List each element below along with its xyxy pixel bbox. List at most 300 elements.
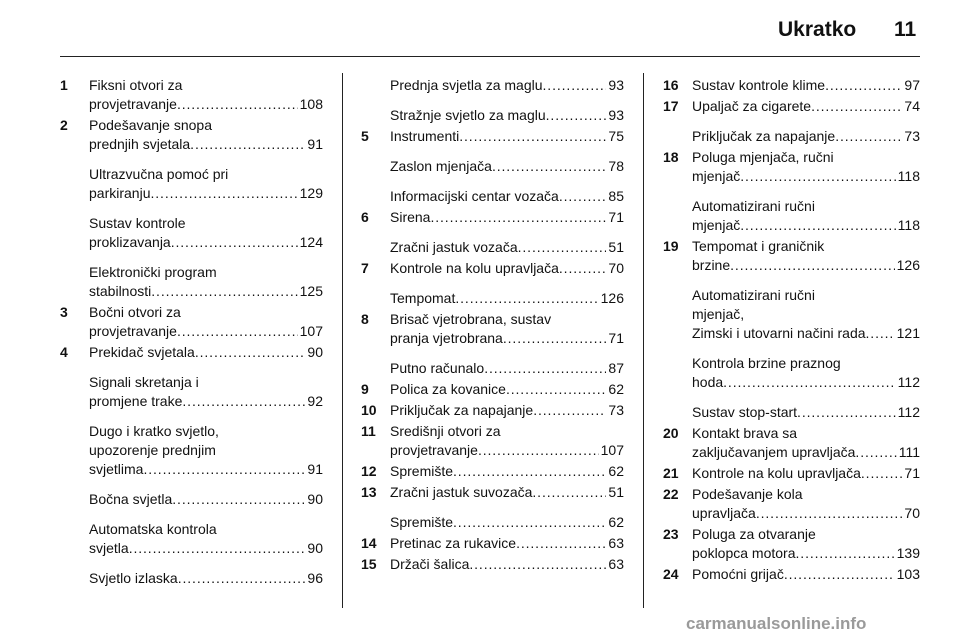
entry-text: svjetlima (89, 461, 144, 477)
dot-leader (559, 259, 607, 278)
index-entry (361, 208, 624, 227)
entry-last-line (390, 555, 624, 574)
entry-number (361, 187, 390, 206)
dot-leader (730, 256, 895, 275)
entry-last-line (390, 208, 624, 227)
page-reference[interactable]: 91 (307, 461, 323, 477)
entry-last-line (89, 282, 323, 301)
dot-leader (172, 490, 305, 509)
entry-text: mjenjač (692, 168, 741, 184)
entry-last-line (390, 513, 624, 532)
entry-body (390, 534, 624, 553)
page-reference[interactable]: 125 (299, 283, 323, 299)
entry-body (692, 485, 920, 523)
entry-body (390, 187, 624, 206)
index-entry (361, 127, 624, 146)
entry-number (60, 165, 89, 203)
entry-number (361, 513, 390, 532)
entry-last-line (390, 106, 624, 125)
entry-text: Bočna svjetla (89, 491, 173, 507)
entry-last-line (390, 401, 624, 420)
page-reference[interactable]: 92 (307, 393, 323, 409)
entry-body (390, 208, 624, 227)
index-entry (663, 565, 920, 584)
entry-number: 18 (663, 149, 679, 165)
entry-text: Kontakt brava sa (692, 425, 798, 441)
dot-leader (492, 157, 606, 176)
entry-number (663, 286, 692, 343)
dot-leader (559, 187, 607, 206)
entry-text: Podešavanje snopa (89, 117, 212, 133)
page-reference[interactable]: 118 (897, 168, 920, 184)
entry-last-line (89, 184, 323, 203)
entry-text: Sustav kontrole (89, 215, 186, 231)
index-entry (663, 148, 920, 186)
watermark: carmanualsonline.info (686, 614, 867, 633)
entry-body (692, 525, 920, 563)
entry-text: Informacijski centar vozača (390, 188, 559, 204)
entry-text: Bočni otvori za (89, 304, 181, 320)
dot-leader (453, 513, 606, 532)
index-entry (60, 569, 323, 588)
entry-text: Pretinac za rukavice (390, 535, 517, 551)
page-reference[interactable]: 51 (608, 239, 624, 255)
entry-text: brzine (692, 257, 731, 273)
entry-last-line (692, 565, 920, 584)
entry-number (361, 238, 390, 257)
entry-text: Priključak za napajanje (692, 128, 836, 144)
entry-last-line (692, 256, 920, 275)
entry-body (692, 76, 920, 95)
page-reference[interactable]: 124 (299, 234, 323, 250)
entry-number (361, 289, 390, 308)
entry-text: Kontrole na kolu upravljača (390, 260, 559, 276)
entry-body (390, 76, 624, 95)
page-reference[interactable]: 90 (307, 344, 323, 360)
entry-number (60, 490, 89, 509)
column-divider (342, 73, 343, 608)
entry-last-line (692, 216, 920, 235)
entry-body (390, 310, 624, 348)
header-divider (60, 56, 920, 57)
page-reference[interactable]: 112 (897, 374, 920, 390)
index-entry (663, 424, 920, 462)
index-entry (663, 525, 920, 563)
entry-text: Držači šalica (390, 556, 470, 572)
entry-last-line (692, 167, 920, 186)
entry-text: stabilnosti (89, 283, 152, 299)
entry-number (60, 520, 89, 558)
dot-leader (756, 504, 903, 523)
page-reference[interactable]: 78 (608, 158, 624, 174)
entry-number (60, 422, 89, 479)
index-entry (663, 485, 920, 523)
entry-body (692, 565, 920, 584)
index-entry (361, 157, 624, 176)
entry-body (89, 214, 323, 252)
dot-leader (518, 238, 607, 257)
entry-body (692, 127, 920, 146)
entry-text: Automatizirani ručni (692, 198, 815, 214)
entry-text: Stražnje svjetlo za maglu (390, 107, 546, 123)
entry-text: Spremište (390, 463, 454, 479)
entry-number (663, 403, 692, 422)
entry-last-line (390, 534, 624, 553)
entry-number (361, 157, 390, 176)
index-column-1 (60, 76, 323, 599)
entry-number (60, 214, 89, 252)
dot-leader (150, 184, 297, 203)
entry-last-line (390, 76, 624, 95)
page-reference[interactable]: 75 (608, 128, 624, 144)
index-entry (361, 555, 624, 574)
page-reference[interactable]: 126 (896, 257, 920, 273)
dot-leader (129, 539, 306, 558)
index-entry (361, 380, 624, 399)
entry-body (692, 464, 920, 483)
dot-leader (430, 208, 606, 227)
dot-leader (455, 289, 598, 308)
dot-leader (825, 76, 902, 95)
entry-number: 13 (361, 484, 377, 500)
index-entry (60, 422, 323, 479)
entry-text: Brisač vjetrobrana, sustav (390, 311, 552, 327)
entry-last-line (89, 233, 323, 252)
entry-text: svjetla (89, 540, 129, 556)
entry-text: Sustav stop-start (692, 404, 798, 420)
entry-text: zaključavanjem upravljača (692, 444, 856, 460)
page-reference[interactable]: 111 (898, 444, 920, 460)
entry-body (390, 106, 624, 125)
index-entry (663, 237, 920, 275)
page-reference[interactable]: 112 (897, 404, 920, 420)
dot-leader (516, 534, 606, 553)
entry-text: Kontrole na kolu upravljača (692, 465, 861, 481)
page-reference[interactable]: 93 (608, 77, 624, 93)
index-entry (361, 238, 624, 257)
entry-body (89, 165, 323, 203)
entry-text: mjenjač, (692, 306, 745, 322)
dot-leader (797, 403, 896, 422)
entry-text: hoda (692, 374, 724, 390)
column-divider (643, 73, 644, 608)
dot-leader (459, 127, 606, 146)
entry-text: Spremište (390, 514, 454, 530)
index-entry (663, 127, 920, 146)
entry-number (60, 373, 89, 411)
index-entry (361, 401, 624, 420)
index-entry (361, 359, 624, 378)
entry-last-line (390, 157, 624, 176)
entry-text: Automatizirani ručni (692, 287, 815, 303)
entry-body (89, 116, 323, 154)
index-entry (361, 534, 624, 553)
entry-text: Automatska kontrola (89, 521, 217, 537)
entry-text: prednjih svjetala (89, 136, 191, 152)
entry-body (390, 513, 624, 532)
entry-text: Dugo i kratko svjetlo, (89, 423, 219, 439)
entry-body (390, 157, 624, 176)
page-reference[interactable]: 103 (896, 566, 920, 582)
index-entry (60, 490, 323, 509)
entry-number: 4 (60, 344, 68, 360)
page-reference[interactable]: 139 (896, 545, 920, 561)
entry-text: pranja vjetrobrana (390, 330, 503, 346)
entry-text: Zračni jastuk vozača (390, 239, 518, 255)
page-reference[interactable]: 73 (608, 402, 624, 418)
page-reference[interactable]: 107 (299, 323, 323, 339)
entry-number: 21 (663, 465, 679, 481)
entry-number: 5 (361, 128, 369, 144)
entry-number (663, 354, 692, 392)
entry-last-line (89, 392, 323, 411)
entry-text: Svjetlo izlaska (89, 570, 178, 586)
entry-number: 17 (663, 98, 679, 114)
page-reference[interactable]: 71 (608, 330, 624, 346)
page-reference[interactable]: 63 (608, 556, 624, 572)
entry-number (361, 106, 390, 125)
entry-number: 10 (361, 402, 377, 418)
index-entry (361, 76, 624, 95)
index-entry (361, 483, 624, 502)
page-reference[interactable]: 71 (608, 209, 624, 225)
page-reference[interactable]: 63 (608, 535, 624, 551)
page-reference[interactable]: 62 (608, 463, 624, 479)
page-reference[interactable]: 96 (307, 570, 323, 586)
index-entry (361, 187, 624, 206)
entry-text: Podešavanje kola (692, 486, 803, 502)
entry-text: Zimski i utovarni načini rada (692, 325, 866, 341)
entry-text: poklopca motora (692, 545, 796, 561)
page-reference[interactable]: 51 (608, 484, 624, 500)
page-reference[interactable]: 62 (608, 381, 624, 397)
entry-text: Fiksni otvori za (89, 77, 183, 93)
entry-text: Kontrola brzine praznog (692, 355, 841, 371)
entry-body (692, 197, 920, 235)
dot-leader (182, 392, 305, 411)
dot-leader (740, 167, 895, 186)
entry-body (89, 373, 323, 411)
entry-body (390, 555, 624, 574)
index-entry (361, 259, 624, 278)
page-reference[interactable]: 74 (904, 98, 920, 114)
entry-number: 12 (361, 463, 377, 479)
entry-number: 22 (663, 486, 679, 502)
dot-leader (177, 95, 298, 114)
page-reference[interactable]: 118 (897, 217, 920, 233)
index-entry (663, 464, 920, 483)
entry-text: Upaljač za cigarete (692, 98, 812, 114)
dot-leader (506, 380, 606, 399)
entry-number: 14 (361, 535, 377, 551)
entry-body (89, 422, 323, 479)
entry-text: Tempomat (390, 290, 456, 306)
entry-body (89, 76, 323, 114)
entry-body (692, 424, 920, 462)
entry-last-line (390, 329, 624, 348)
index-entry (361, 310, 624, 348)
entry-body (390, 422, 624, 460)
entry-number (361, 359, 390, 378)
dot-leader (740, 216, 895, 235)
entry-text: Središnji otvori za (390, 423, 501, 439)
page-reference[interactable]: 71 (904, 465, 920, 481)
index-entry (60, 303, 323, 341)
entry-last-line (390, 187, 624, 206)
entry-text: Signali skretanja i (89, 374, 199, 390)
entry-body (89, 263, 323, 301)
page-reference[interactable]: 90 (307, 540, 323, 556)
page-reference[interactable]: 87 (608, 360, 624, 376)
entry-body (390, 380, 624, 399)
dot-leader (784, 565, 895, 584)
entry-text: provjetravanje (89, 323, 177, 339)
entry-text: provjetravanje (390, 442, 478, 458)
index-entry (60, 343, 323, 362)
dot-leader (151, 282, 297, 301)
entry-number: 23 (663, 526, 679, 542)
dot-leader (190, 135, 305, 154)
entry-text: Putno računalo (390, 360, 485, 376)
entry-last-line (692, 464, 920, 483)
page-reference[interactable]: 70 (904, 505, 920, 521)
entry-last-line (89, 460, 323, 479)
entry-number: 1 (60, 77, 68, 93)
entry-number: 7 (361, 260, 369, 276)
entry-body (692, 354, 920, 392)
entry-text: Ultrazvučna pomoć pri (89, 166, 229, 182)
page-reference[interactable]: 85 (608, 188, 624, 204)
entry-body (390, 238, 624, 257)
dot-leader (178, 569, 306, 588)
entry-text: Pomoćni grijač (692, 566, 784, 582)
entry-last-line (89, 135, 323, 154)
entry-body (692, 97, 920, 116)
entry-text: Zračni jastuk suvozača (390, 484, 533, 500)
page-reference[interactable]: 93 (608, 107, 624, 123)
entry-text: Sirena (390, 209, 431, 225)
entry-text: Poluga mjenjača, ručni (692, 149, 834, 165)
entry-last-line (89, 343, 323, 362)
entry-number: 15 (361, 556, 377, 572)
entry-text: Polica za kovanice (390, 381, 506, 397)
entry-last-line (692, 504, 920, 523)
page-reference[interactable]: 107 (600, 442, 624, 458)
entry-text: Poluga za otvaranje (692, 526, 816, 542)
entry-body (692, 237, 920, 275)
dot-leader (469, 555, 606, 574)
entry-body (390, 259, 624, 278)
dot-leader (855, 443, 896, 462)
entry-last-line (692, 403, 920, 422)
page-number: 11 (894, 18, 917, 41)
dot-leader (861, 464, 903, 483)
entry-last-line (390, 359, 624, 378)
entry-number (361, 76, 390, 95)
dot-leader (478, 441, 599, 460)
index-entry (60, 373, 323, 411)
index-column-2 (361, 76, 624, 576)
index-entry (60, 520, 323, 558)
entry-last-line (692, 324, 920, 343)
entry-body (89, 303, 323, 341)
entry-number (663, 197, 692, 235)
entry-last-line (89, 539, 323, 558)
entry-text: parkiranju (89, 185, 151, 201)
index-entry (361, 462, 624, 481)
page-reference[interactable]: 73 (904, 128, 920, 144)
page-reference[interactable]: 108 (299, 96, 323, 112)
dot-leader (543, 76, 607, 95)
entry-body (89, 520, 323, 558)
entry-number: 9 (361, 381, 369, 397)
entry-body (390, 483, 624, 502)
entry-number: 16 (663, 77, 679, 93)
dot-leader (453, 462, 606, 481)
entry-body (390, 127, 624, 146)
entry-text: Prekidač svjetala (89, 344, 195, 360)
entry-last-line (692, 373, 920, 392)
entry-body (89, 343, 323, 362)
dot-leader (195, 343, 306, 362)
entry-last-line (89, 490, 323, 509)
entry-last-line (390, 441, 624, 460)
entry-last-line (390, 462, 624, 481)
entry-last-line (89, 95, 323, 114)
index-entry (663, 286, 920, 343)
entry-text: promjene trake (89, 393, 183, 409)
page-reference[interactable]: 126 (600, 290, 624, 306)
page-reference[interactable]: 97 (904, 77, 920, 93)
page-reference[interactable]: 62 (608, 514, 624, 530)
entry-last-line (390, 238, 624, 257)
index-entry (663, 97, 920, 116)
index-entry (361, 106, 624, 125)
dot-leader (171, 233, 298, 252)
dot-leader (723, 373, 896, 392)
entry-text: Elektronički program (89, 264, 217, 280)
index-entry (60, 116, 323, 154)
page-reference[interactable]: 121 (896, 325, 920, 341)
index-entry (60, 263, 323, 301)
index-entry (60, 214, 323, 252)
page-reference[interactable]: 129 (299, 185, 323, 201)
entry-body (390, 289, 624, 308)
entry-number (60, 569, 89, 588)
entry-number: 19 (663, 238, 679, 254)
page-title: Ukratko (778, 18, 857, 41)
entry-body (692, 286, 920, 343)
page-reference[interactable]: 91 (307, 136, 323, 152)
dot-leader (811, 97, 902, 116)
entry-last-line (89, 569, 323, 588)
index-column-3 (663, 76, 920, 586)
index-entry (663, 76, 920, 95)
dot-leader (177, 322, 298, 341)
entry-last-line (692, 443, 920, 462)
dot-leader (532, 483, 606, 502)
entry-last-line (692, 127, 920, 146)
entry-text: Tempomat i graničnik (692, 238, 825, 254)
index-entry (361, 422, 624, 460)
page-reference[interactable]: 90 (307, 491, 323, 507)
index-entry (663, 197, 920, 235)
entry-number: 3 (60, 304, 68, 320)
page-reference[interactable]: 70 (608, 260, 624, 276)
entry-last-line (390, 259, 624, 278)
entry-body (390, 359, 624, 378)
entry-text: upozorenje prednjim (89, 442, 216, 458)
